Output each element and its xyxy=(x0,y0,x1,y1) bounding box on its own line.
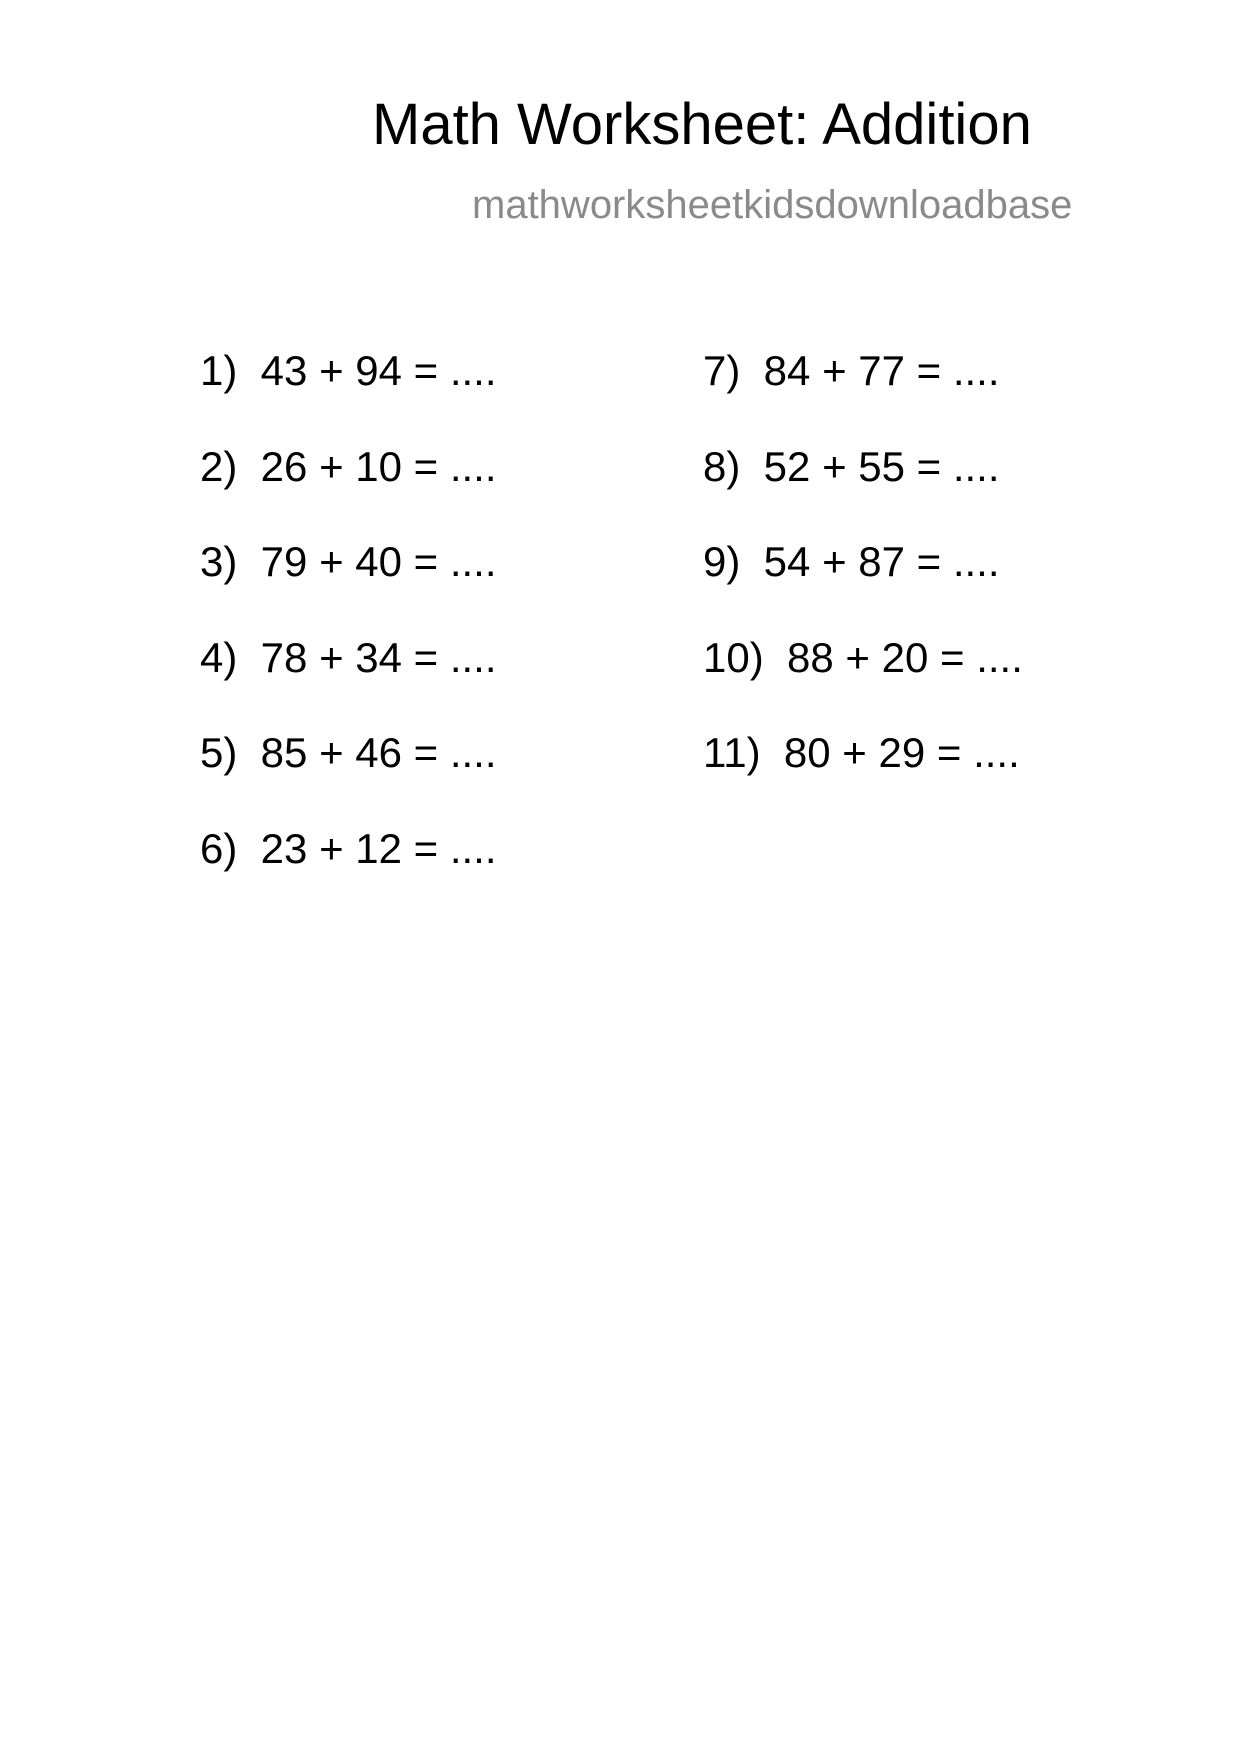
problem-column-right xyxy=(703,347,1023,828)
problem-item: 9) 54 + 87 = .... xyxy=(703,538,1000,585)
problem-item: 10) 88 + 20 = .... xyxy=(703,633,1023,681)
problem-item: 1) 43 + 94 = .... xyxy=(200,347,497,394)
problem-column-left xyxy=(200,347,497,923)
page-title: Math Worksheet: Addition xyxy=(372,92,1032,157)
problem-item: 4) 78 + 34 = .... xyxy=(200,633,497,681)
problem-item: 5) 85 + 46 = .... xyxy=(200,729,497,776)
problem-item: 2) 26 + 10 = .... xyxy=(200,442,497,490)
problem-item: 6) 23 + 12 = .... xyxy=(200,824,497,872)
problem-item: 11) 80 + 29 = .... xyxy=(703,729,1020,776)
problem-item: 8) 52 + 55 = .... xyxy=(703,442,1000,490)
problem-item: 3) 79 + 40 = .... xyxy=(200,538,497,585)
page-subtitle: mathworksheetkidsdownloadbase xyxy=(472,183,1073,227)
problem-item: 7) 84 + 77 = .... xyxy=(703,347,1000,394)
